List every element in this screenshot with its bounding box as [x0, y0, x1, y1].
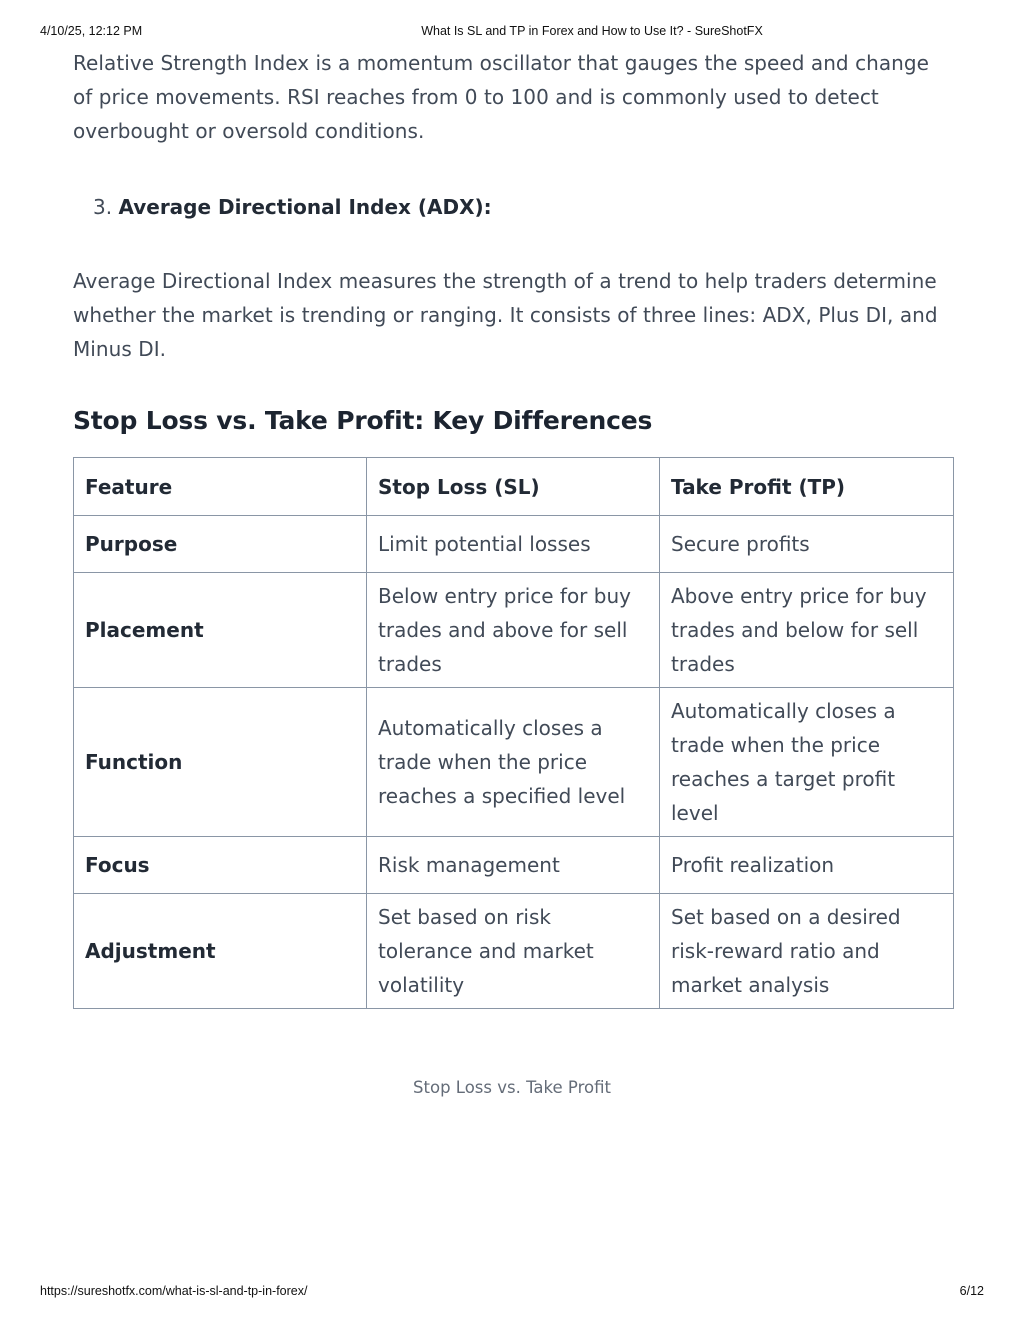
- table-cell: Secure profits: [660, 516, 954, 573]
- table-header-cell: Take Profit (TP): [660, 458, 954, 516]
- table-row: [74, 894, 954, 1009]
- print-footer: [0, 1284, 1024, 1302]
- print-url: https://sureshotfx.com/what-is-sl-and-tp-in-forex/: [40, 1284, 308, 1298]
- table-cell: Below entry price for buy trades and above for sell trades: [367, 573, 660, 688]
- list-item-adx: [93, 190, 492, 224]
- page-number: 6/12: [959, 1284, 984, 1298]
- table-cell: Set based on risk tolerance and market volatility: [367, 894, 660, 1009]
- list-item-number: 3.: [93, 195, 113, 219]
- print-page-title: What Is SL and TP in Forex and How to Use It? - SureShotFX: [421, 24, 763, 38]
- table-caption: Stop Loss vs. Take Profit: [413, 1078, 611, 1097]
- comparison-table: [73, 457, 954, 1009]
- table-row-label: Focus: [74, 837, 367, 894]
- table-cell: Automatically closes a trade when the price reaches a specified level: [367, 688, 660, 837]
- table-cell: Above entry price for buy trades and below for sell trades: [660, 573, 954, 688]
- table-cell: Risk management: [367, 837, 660, 894]
- table-row-label: Purpose: [74, 516, 367, 573]
- table-row: [74, 516, 954, 573]
- print-datetime: 4/10/25, 12:12 PM: [40, 24, 143, 38]
- table-cell: Limit potential losses: [367, 516, 660, 573]
- table-header-cell: Stop Loss (SL): [367, 458, 660, 516]
- print-header: [0, 24, 1024, 42]
- table-header-row: [74, 458, 954, 516]
- article-content: [73, 46, 953, 997]
- table-row-label: Placement: [74, 573, 367, 688]
- section-heading: Stop Loss vs. Take Profit: Key Differences: [73, 406, 653, 435]
- table-cell: Set based on a desired risk-reward ratio and market analysis: [660, 894, 954, 1009]
- table-row-label: Function: [74, 688, 367, 837]
- table-row-label: Adjustment: [74, 894, 367, 1009]
- rsi-paragraph: Relative Strength Index is a momentum oscillator that gauges the speed and change of price movements. RSI reaches from 0 to 100 and is commonly used to detect overbought or oversold conditions.: [73, 51, 929, 143]
- list-item-title: Average Directional Index (ADX):: [118, 195, 492, 219]
- table-row: [74, 688, 954, 837]
- table-row: [74, 573, 954, 688]
- adx-paragraph: Average Directional Index measures the strength of a trend to help traders determine whether the market is trending or ranging. It consists of three lines: ADX, Plus DI, and Minus DI.: [73, 269, 938, 361]
- table-row: [74, 837, 954, 894]
- table-cell: Automatically closes a trade when the price reaches a target profit level: [660, 688, 954, 837]
- table-header-cell: Feature: [74, 458, 367, 516]
- table-cell: Profit realization: [660, 837, 954, 894]
